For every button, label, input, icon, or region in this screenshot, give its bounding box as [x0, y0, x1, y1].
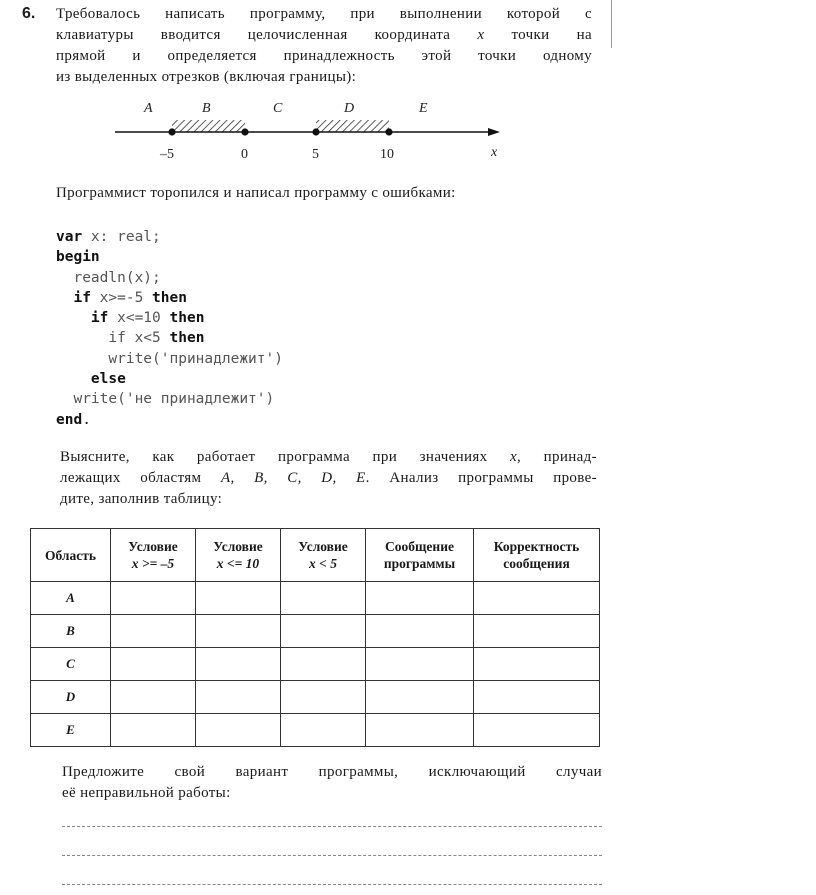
- region-label-b: B: [202, 101, 211, 116]
- row-area-label: D: [31, 681, 111, 714]
- answer-cell[interactable]: [474, 681, 600, 714]
- proposal-line-1: Предложите свой вариант программы, исключающий случаи: [62, 764, 602, 780]
- axis-arrow: [488, 128, 500, 136]
- point-0: [241, 128, 248, 135]
- answer-cell[interactable]: [196, 582, 281, 615]
- tick-label-5: 5: [312, 147, 319, 162]
- code-listing: [56, 227, 283, 430]
- proposal-prompt: [62, 762, 602, 804]
- answer-cell[interactable]: [196, 714, 281, 747]
- answer-cell[interactable]: [281, 681, 366, 714]
- answer-cell[interactable]: [196, 648, 281, 681]
- answer-line[interactable]: [62, 855, 602, 856]
- answer-line[interactable]: [62, 884, 602, 885]
- answer-cell[interactable]: [281, 582, 366, 615]
- code-line: if x<5 then: [56, 330, 205, 347]
- region-label-a: A: [144, 101, 153, 116]
- row-area-label: B: [31, 615, 111, 648]
- programmer-note: Программист торопился и написал программу с ошибками:: [56, 185, 456, 201]
- code-line: end.: [56, 411, 91, 428]
- answer-cell[interactable]: [366, 681, 474, 714]
- analysis-line-2: лежащих областям A, B, C, D, E. Анализ программы прове-: [60, 470, 597, 486]
- answer-cell[interactable]: [366, 648, 474, 681]
- answer-cell[interactable]: [281, 714, 366, 747]
- row-area-label: C: [31, 648, 111, 681]
- table-row: [31, 714, 600, 747]
- region-label-c: C: [273, 101, 283, 116]
- statement-line-4: из выделенных отрезков (включая границы):: [56, 69, 357, 85]
- header-program-message: Сообщение программы: [366, 529, 474, 582]
- analysis-table: [30, 528, 600, 747]
- table-row: [31, 681, 600, 714]
- table-row: [31, 648, 600, 681]
- shaded-segment-b: [172, 120, 245, 132]
- answer-cell[interactable]: [474, 714, 600, 747]
- code-line: readln(x);: [56, 269, 161, 286]
- analysis-instructions: [60, 447, 597, 510]
- answer-cell[interactable]: [366, 615, 474, 648]
- answer-cell[interactable]: [474, 582, 600, 615]
- tick-label-10: 10: [380, 147, 394, 162]
- region-label-e: E: [419, 101, 428, 116]
- shaded-segment-d: [316, 120, 389, 132]
- row-area-label: A: [31, 582, 111, 615]
- analysis-line-3: дите, заполнив таблицу:: [60, 491, 223, 507]
- statement-line-3: прямой и определяется принадлежность этой точки одному: [56, 48, 592, 64]
- analysis-line-1: Выясните, как работает программа при значениях x, принад-: [60, 449, 597, 465]
- point-5: [312, 128, 319, 135]
- answer-cell[interactable]: [111, 582, 196, 615]
- answer-cell[interactable]: [196, 681, 281, 714]
- point-minus-5: [168, 128, 175, 135]
- table-row: [31, 615, 600, 648]
- statement-line-1: Требовалось написать программу, при выполнении которой с: [56, 6, 592, 22]
- answer-cell[interactable]: [111, 615, 196, 648]
- answer-cell[interactable]: [111, 648, 196, 681]
- statement-line-2: клавиатуры вводится целочисленная координата x точки на: [56, 27, 592, 43]
- header-condition-1: Условие x >= –5: [111, 529, 196, 582]
- code-line: else: [90, 371, 126, 388]
- row-area-label: E: [31, 714, 111, 747]
- task-number: 6.: [22, 5, 36, 22]
- answer-cell[interactable]: [281, 615, 366, 648]
- point-10: [385, 128, 392, 135]
- code-line: if x>=-5 then: [73, 289, 187, 306]
- number-line-svg: [0, 0, 816, 170]
- answer-line[interactable]: [62, 826, 602, 827]
- answer-cell[interactable]: [111, 714, 196, 747]
- answer-cell[interactable]: [474, 615, 600, 648]
- code-line: var x: real;: [56, 229, 161, 245]
- tick-label-minus-5: –5: [160, 147, 174, 162]
- axis-label-x: x: [491, 145, 498, 160]
- header-condition-3: Условие x < 5: [281, 529, 366, 582]
- table-row: [31, 582, 600, 615]
- tick-label-0: 0: [241, 147, 248, 162]
- code-line: if x<=10 then: [90, 310, 205, 327]
- region-label-d: D: [344, 101, 355, 116]
- header-message-correctness: Корректность сообщения: [474, 529, 600, 582]
- code-line: write('принадлежит'): [56, 350, 283, 367]
- answer-cell[interactable]: [196, 615, 281, 648]
- answer-cell[interactable]: [366, 714, 474, 747]
- header-area: Область: [31, 529, 111, 582]
- header-condition-2: Условие x <= 10: [196, 529, 281, 582]
- answer-cell[interactable]: [281, 648, 366, 681]
- answer-cell[interactable]: [111, 681, 196, 714]
- answer-cell[interactable]: [474, 648, 600, 681]
- table-header-row: [31, 529, 600, 582]
- proposal-line-2: её неправильной работы:: [62, 785, 231, 801]
- code-line: write('не принадлежит'): [56, 391, 275, 408]
- answer-cell[interactable]: [366, 582, 474, 615]
- code-line: begin: [56, 249, 100, 266]
